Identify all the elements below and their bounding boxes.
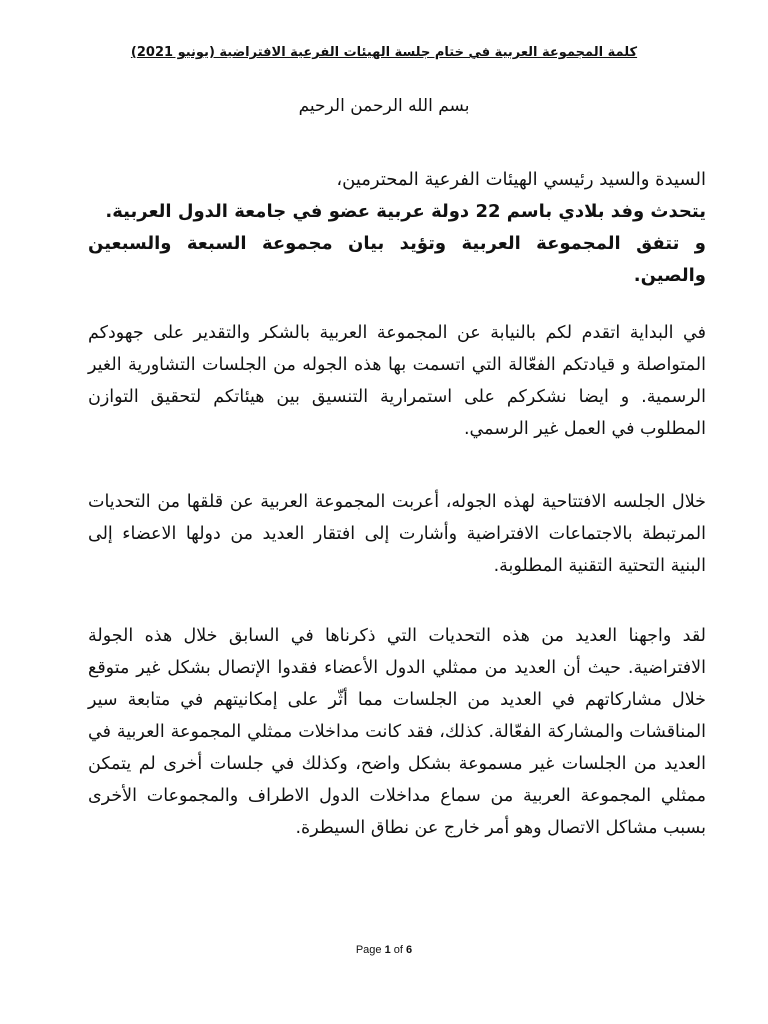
salutation: السيدة والسيد رئيسي الهيئات الفرعية المحترمين، (336, 169, 706, 190)
bold-statement-1: يتحدث وفد بلادي باسم 22 دولة عربية عضو في جامعة الدول العربية. (105, 201, 706, 222)
footer-page-total: 6 (406, 944, 413, 956)
salutation-block (88, 164, 706, 292)
page-footer (0, 944, 768, 956)
footer-of-word: of (393, 944, 403, 956)
paragraph-3: لقد واجهنا العديد من هذه التحديات التي ذكرناها في السابق خلال هذه الجولة الافتراضية. حيث أن العديد من ممثلي الدول الأعضاء فقدوا الإتصال بشكل غير متوقع خلال مشاركاتهم في العديد من الجلسات مما أثّر على إمكانيتهم في متابعة سير المناقشات والمشاركة الفعّالة. كذلك، فقد كانت مداخلات ممثلي المجموعة العربية في العديد من الجلسات غير مسموعة بشكل واضح، وكذلك في جلسات أخرى لم يتمكن ممثلي المجموعة العربية من سماع مداخلات الدول الاطراف والمجموعات الأخرى بسبب مشاكل الاتصال وهو أمر خارج عن نطاق السيطرة. (88, 625, 706, 838)
paragraph-1: في البداية اتقدم لكم بالنيابة عن المجموعة العربية بالشكر والتقدير على جهودكم المتواصلة و قيادتكم الفعّالة التي اتسمت بها هذه الجوله من الجلسات التشاورية الغير الرسمية. و ايضا نشكركم على استمرارية التنسيق بين هيئاتكم لتحقيق التوازن المطلوب في العمل غير الرسمي. (88, 322, 706, 439)
paragraph-2: خلال الجلسه الافتتاحية لهذه الجوله، أعربت المجموعة العربية عن قلقها من التحديات المرتبطة بالاجتماعات الافتراضية وأشارت إلى افتقار العديد من دولها الاعضاء إلى البنية التحتية التقنية المطلوبة. (88, 491, 706, 576)
bold-statement-2: و تتفق المجموعة العربية وتؤيد بيان مجموعة السبعة والسبعين والصين. (88, 233, 706, 286)
footer-page-word: Page (355, 944, 382, 956)
basmala: بسم الله الرحمن الرحيم (298, 96, 470, 116)
footer-page-number: 1 (384, 944, 391, 956)
document-title: كلمة المجموعة العربية في ختام جلسة الهيئات الفرعية الافتراضية (يونيو 2021) (130, 45, 638, 60)
